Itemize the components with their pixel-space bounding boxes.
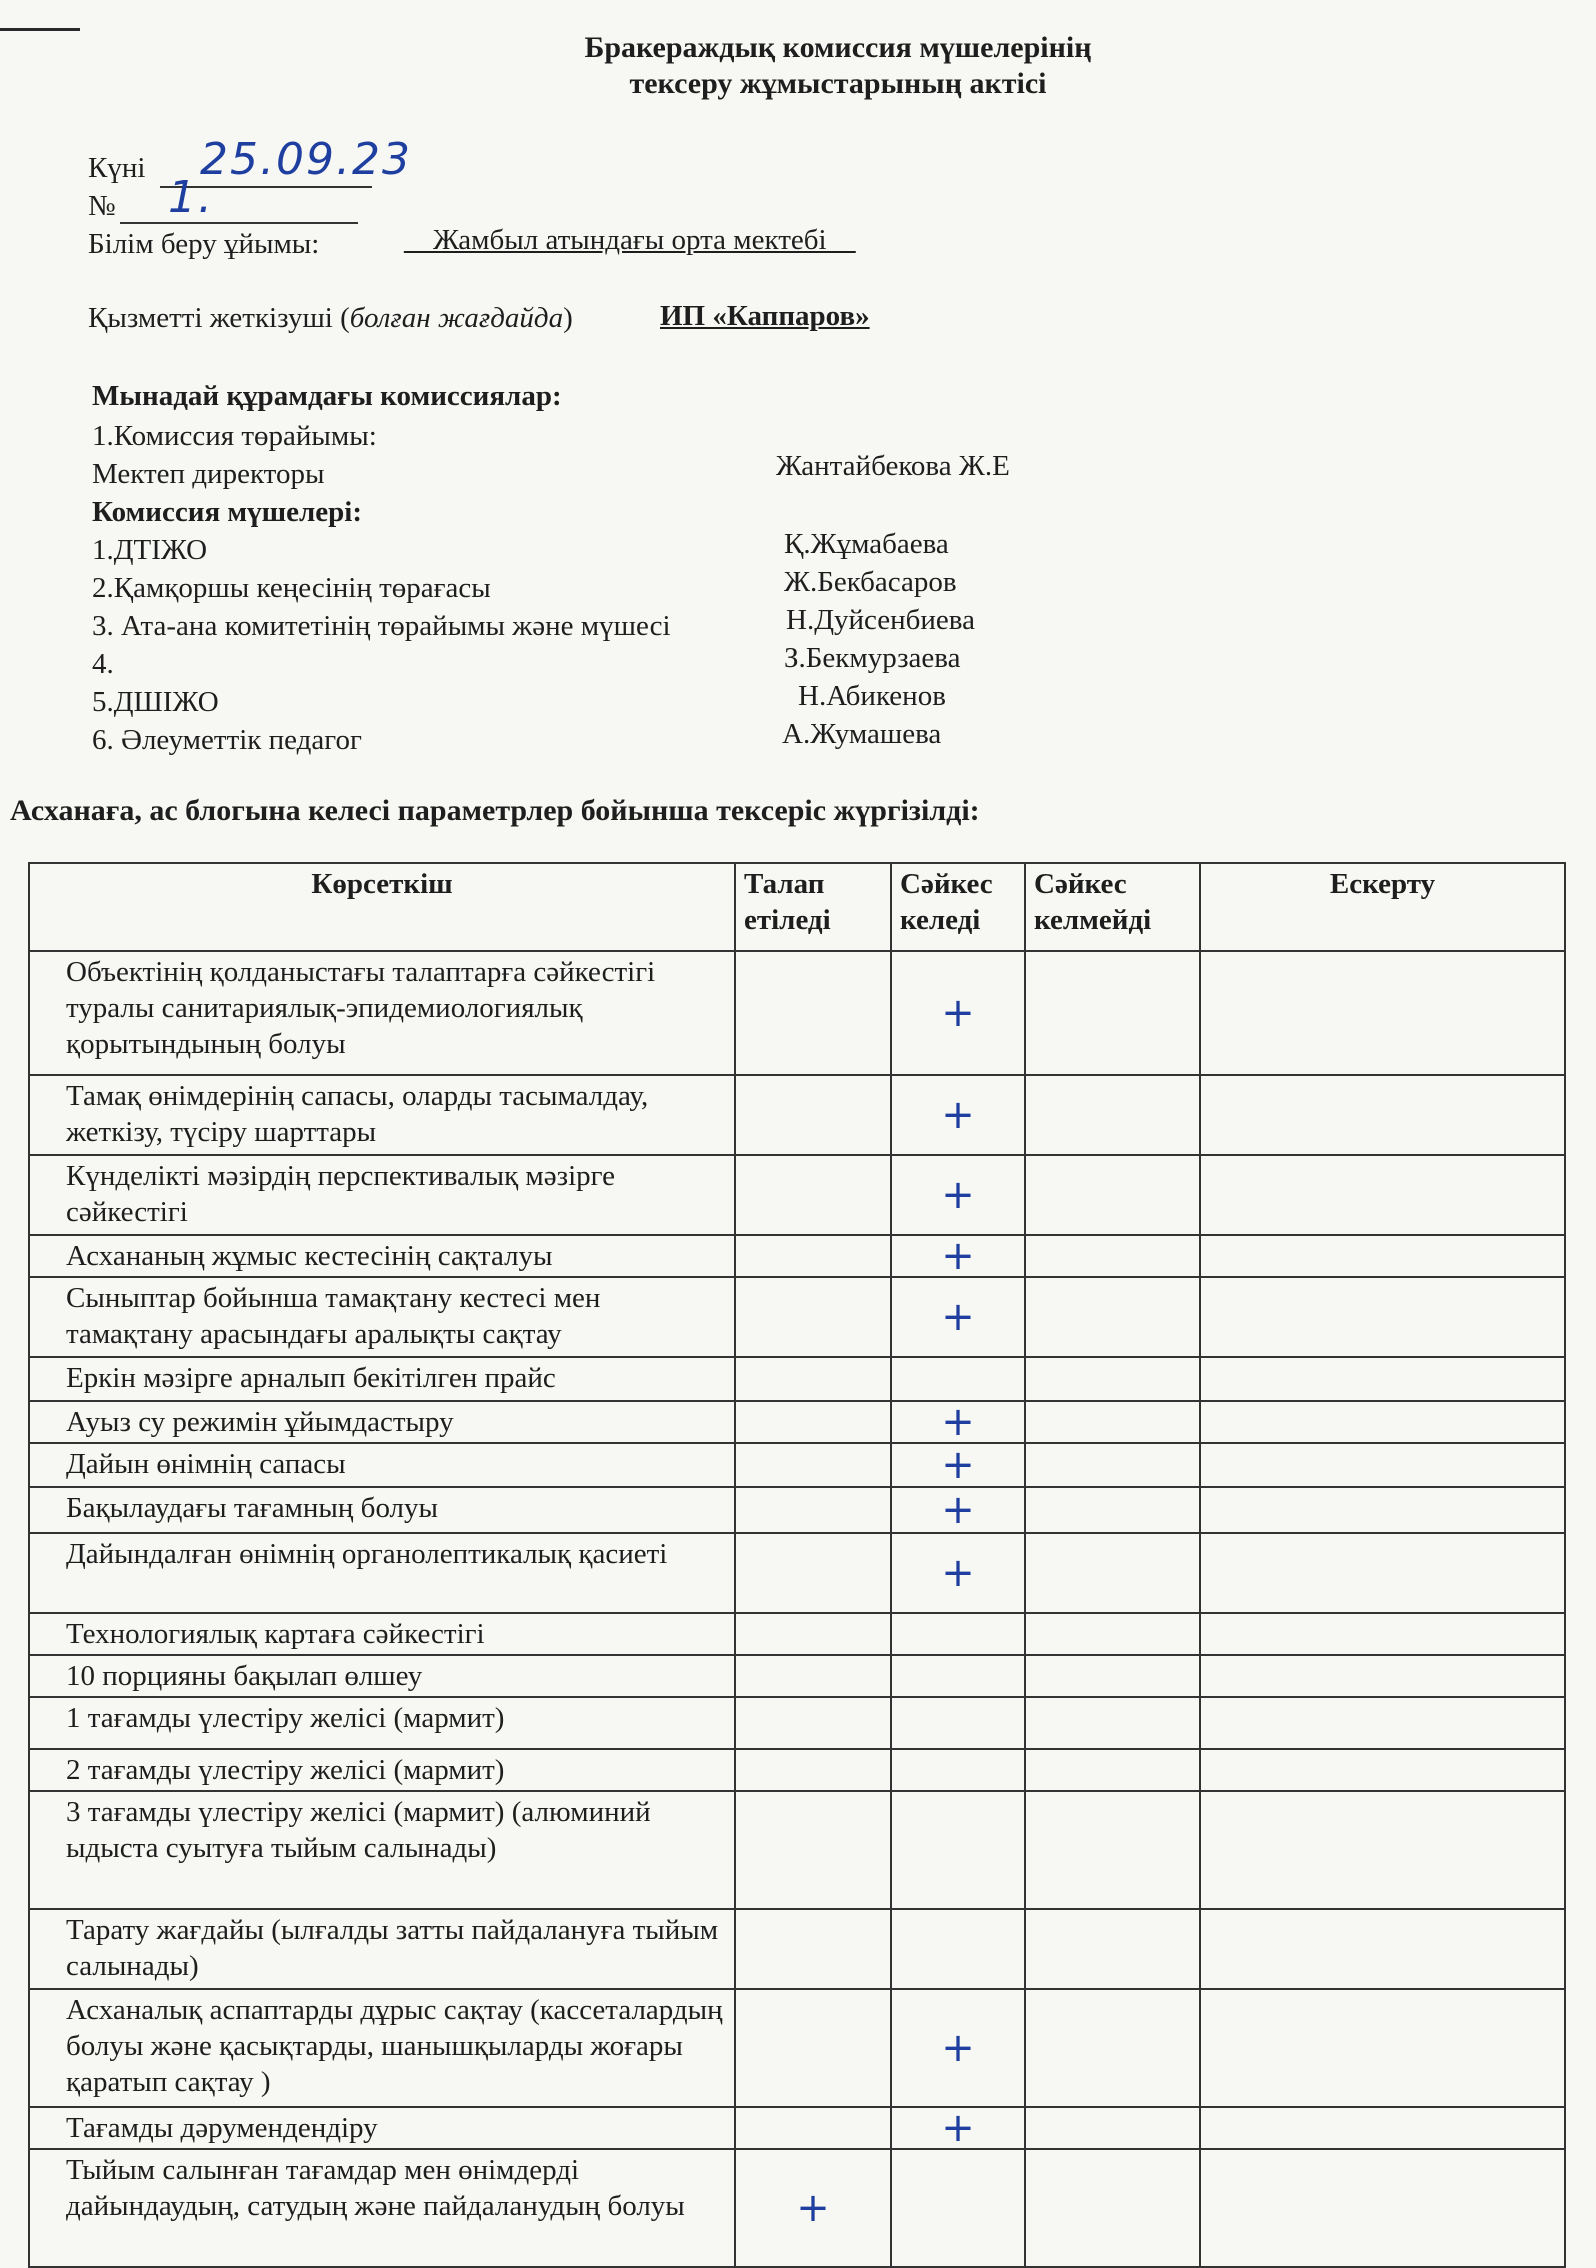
note-cell: [1200, 1075, 1565, 1155]
noncompliant-cell: [1025, 1277, 1200, 1357]
note-cell: [1200, 1443, 1565, 1487]
indicator-cell: Тамақ өнімдерінің сапасы, оларды тасымалдау, жеткізу, түсіру шарттары: [29, 1075, 735, 1155]
compliant-cell: [891, 2149, 1025, 2267]
compliant-cell: [891, 1357, 1025, 1401]
required-cell: [735, 1401, 891, 1443]
noncompliant-cell: [1025, 1791, 1200, 1909]
note-cell: [1200, 1155, 1565, 1235]
member-role: 2.Қамқоршы кеңесінің төрағасы: [92, 572, 491, 604]
compliant-cell: +: [891, 1533, 1025, 1613]
header-indicator: Көрсеткіш: [29, 863, 735, 951]
member-name: Ж.Бекбасаров: [784, 566, 957, 598]
noncompliant-cell: [1025, 1613, 1200, 1655]
indicator-cell: 10 порцияны бақылап өлшеу: [29, 1655, 735, 1697]
table-row: [29, 1909, 1565, 1989]
noncompliant-cell: [1025, 1697, 1200, 1749]
table-row: [29, 1277, 1565, 1357]
note-cell: [1200, 951, 1565, 1075]
member-name: Қ.Жұмабаева: [784, 528, 949, 560]
header-noncompliant: Сәйкес келмейді: [1025, 863, 1200, 951]
compliant-cell: +: [891, 1235, 1025, 1277]
compliant-cell: +: [891, 951, 1025, 1075]
noncompliant-cell: [1025, 1909, 1200, 1989]
date-value: 25.09.23: [200, 134, 412, 185]
table-row: [29, 2107, 1565, 2149]
table-row: [29, 1749, 1565, 1791]
required-cell: +: [735, 2149, 891, 2267]
required-cell: [735, 1443, 891, 1487]
compliant-cell: [891, 1613, 1025, 1655]
table-row: [29, 1487, 1565, 1533]
section-title: Асханаға, ас блогына келесі параметрлер бойынша тексеріс жүргізілді:: [10, 794, 980, 827]
table-row: [29, 1357, 1565, 1401]
table-row: [29, 1791, 1565, 1909]
note-cell: [1200, 1909, 1565, 1989]
org-value: __Жамбыл атындағы орта мектебі__: [404, 224, 856, 256]
member-name: Н.Дуйсенбиева: [786, 604, 975, 636]
indicator-cell: Тыйым салынған тағамдар мен өнімдерді дайындаудың, сатудың және пайдаланудың болуы: [29, 2149, 735, 2267]
table-row: [29, 951, 1565, 1075]
table-row: [29, 1155, 1565, 1235]
table-header-row: [29, 863, 1565, 951]
indicator-cell: Тағамды дәрумендендіру: [29, 2107, 735, 2149]
compliant-cell: [891, 1791, 1025, 1909]
required-cell: [735, 1989, 891, 2107]
chair-name: Жантайбекова Ж.Е: [776, 450, 1010, 482]
inspection-table: [28, 862, 1566, 2268]
number-underline: [120, 222, 358, 224]
date-label: Күні: [88, 152, 146, 184]
header-note: Ескерту: [1200, 863, 1565, 951]
document-title-line1: Бракераждық комиссия мүшелерінің: [584, 31, 1092, 64]
indicator-cell: 1 тағамды үлестіру желісі (мармит): [29, 1697, 735, 1749]
required-cell: [735, 1235, 891, 1277]
note-cell: [1200, 1357, 1565, 1401]
table-row: [29, 1697, 1565, 1749]
required-cell: [735, 1487, 891, 1533]
indicator-cell: 3 тағамды үлестіру желісі (мармит) (алюминий ыдыста суытуға тыйым салынады): [29, 1791, 735, 1909]
indicator-cell: Сыныптар бойынша тамақтану кестесі мен тамақтану арасындағы аралықты сақтау: [29, 1277, 735, 1357]
compliant-cell: +: [891, 1989, 1025, 2107]
required-cell: [735, 1697, 891, 1749]
required-cell: [735, 1155, 891, 1235]
note-cell: [1200, 1655, 1565, 1697]
indicator-cell: Дайындалған өнімнің органолептикалық қасиеті: [29, 1533, 735, 1613]
note-cell: [1200, 1401, 1565, 1443]
compliant-cell: [891, 1909, 1025, 1989]
number-label: №: [88, 190, 116, 222]
noncompliant-cell: [1025, 1235, 1200, 1277]
note-cell: [1200, 1989, 1565, 2107]
member-name: З.Бекмурзаева: [784, 642, 961, 674]
required-cell: [735, 1613, 891, 1655]
table-row: [29, 1075, 1565, 1155]
compliant-cell: +: [891, 1443, 1025, 1487]
table-row: [29, 1655, 1565, 1697]
member-role: 4.: [92, 648, 114, 680]
compliant-cell: +: [891, 1487, 1025, 1533]
indicator-cell: Асханалық аспаптарды дұрыс сақтау (кассеталардың болуы және қасықтарды, шанышқыларды жоғары қаратып сақтау ): [29, 1989, 735, 2107]
table-row: [29, 1443, 1565, 1487]
chair-label: 1.Комиссия төрайымы:: [92, 420, 377, 452]
indicator-cell: Дайын өнімнің сапасы: [29, 1443, 735, 1487]
required-cell: [735, 2107, 891, 2149]
note-cell: [1200, 1277, 1565, 1357]
compliant-cell: +: [891, 1277, 1025, 1357]
compliant-cell: [891, 1697, 1025, 1749]
noncompliant-cell: [1025, 1989, 1200, 2107]
indicator-cell: Еркін мәзірге арналып бекітілген прайс: [29, 1357, 735, 1401]
compliant-cell: +: [891, 2107, 1025, 2149]
noncompliant-cell: [1025, 1401, 1200, 1443]
member-role: 5.ДШІЖО: [92, 686, 219, 718]
note-cell: [1200, 1749, 1565, 1791]
noncompliant-cell: [1025, 1749, 1200, 1791]
required-cell: [735, 1277, 891, 1357]
noncompliant-cell: [1025, 1533, 1200, 1613]
required-cell: [735, 1533, 891, 1613]
compliant-cell: +: [891, 1155, 1025, 1235]
required-cell: [735, 951, 891, 1075]
noncompliant-cell: [1025, 1155, 1200, 1235]
note-cell: [1200, 1791, 1565, 1909]
required-cell: [735, 1357, 891, 1401]
chair-role: Мектеп директоры: [92, 458, 325, 490]
document-title-line2: тексеру жұмыстарының актісі: [629, 67, 1047, 100]
note-cell: [1200, 1613, 1565, 1655]
noncompliant-cell: [1025, 951, 1200, 1075]
noncompliant-cell: [1025, 2149, 1200, 2267]
header-required: Талап етіледі: [735, 863, 891, 951]
required-cell: [735, 1791, 891, 1909]
members-heading: Комиссия мүшелері:: [92, 496, 362, 528]
required-cell: [735, 1075, 891, 1155]
supplier-label: Қызметті жеткізуші (болған жағдайда): [88, 302, 573, 334]
table-row: [29, 1613, 1565, 1655]
required-cell: [735, 1909, 891, 1989]
table-row: [29, 1533, 1565, 1613]
table-row: [29, 2149, 1565, 2267]
indicator-cell: Асхананың жұмыс кестесінің сақталуы: [29, 1235, 735, 1277]
indicator-cell: 2 тағамды үлестіру желісі (мармит): [29, 1749, 735, 1791]
table-row: [29, 1235, 1565, 1277]
required-cell: [735, 1655, 891, 1697]
member-name: Н.Абикенов: [798, 680, 946, 712]
note-cell: [1200, 1697, 1565, 1749]
table-row: [29, 1989, 1565, 2107]
header-compliant: Сәйкес келеді: [891, 863, 1025, 951]
noncompliant-cell: [1025, 1487, 1200, 1533]
noncompliant-cell: [1025, 1357, 1200, 1401]
indicator-cell: Бақылаудағы тағамның болуы: [29, 1487, 735, 1533]
noncompliant-cell: [1025, 2107, 1200, 2149]
number-value: 1.: [168, 172, 214, 223]
indicator-cell: Ауыз су режимін ұйымдастыру: [29, 1401, 735, 1443]
member-role: 1.ДТІЖО: [92, 534, 208, 566]
required-cell: [735, 1749, 891, 1791]
indicator-cell: Объектінің қолданыстағы талаптарға сәйкестігі туралы санитариялық-эпидемиологиялық қорытындының болуы: [29, 951, 735, 1075]
member-name: А.Жумашева: [782, 718, 942, 750]
note-cell: [1200, 1487, 1565, 1533]
indicator-cell: Технологиялық картаға сәйкестігі: [29, 1613, 735, 1655]
note-cell: [1200, 2149, 1565, 2267]
indicator-cell: Күнделікті мәзірдің перспективалық мәзірге сәйкестігі: [29, 1155, 735, 1235]
commission-heading: Мынадай құрамдағы комиссиялар:: [92, 380, 562, 412]
compliant-cell: [891, 1655, 1025, 1697]
compliant-cell: +: [891, 1401, 1025, 1443]
note-cell: [1200, 1533, 1565, 1613]
member-role: 6. Әлеуметтік педагог: [92, 724, 362, 756]
note-cell: [1200, 2107, 1565, 2149]
org-label: Білім беру ұйымы:: [88, 228, 320, 260]
indicator-cell: Тарату жағдайы (ылғалды затты пайдалануға тыйым салынады): [29, 1909, 735, 1989]
note-cell: [1200, 1235, 1565, 1277]
member-role: 3. Ата-ана комитетінің төрайымы және мүшесі: [92, 610, 671, 642]
noncompliant-cell: [1025, 1443, 1200, 1487]
compliant-cell: [891, 1749, 1025, 1791]
noncompliant-cell: [1025, 1075, 1200, 1155]
table-row: [29, 1401, 1565, 1443]
supplier-value: ИП «Каппаров»: [660, 300, 870, 332]
noncompliant-cell: [1025, 1655, 1200, 1697]
compliant-cell: +: [891, 1075, 1025, 1155]
